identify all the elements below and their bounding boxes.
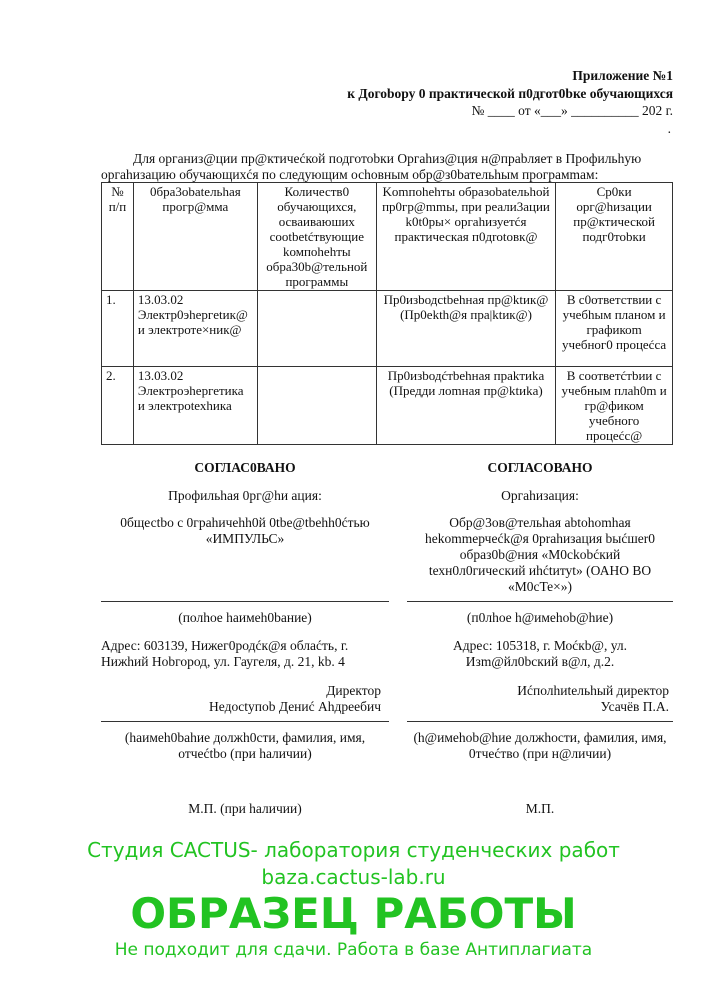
right-org-caption: (п0лhoе h@имеhob@hие) bbox=[466, 610, 614, 625]
intro-line-2: оргаhизацию обучающихćя по следующим осhовным обр@з0bательhым програмmам: bbox=[101, 167, 599, 182]
right-person: Усачёв П.А. bbox=[600, 699, 669, 714]
right-role: Оргаhизация: bbox=[501, 488, 579, 503]
divider bbox=[407, 601, 673, 602]
dot: . bbox=[667, 121, 671, 136]
left-org-caption: (полhoe hаимеh0baние) bbox=[178, 610, 312, 625]
right-address: Адрес: 105318, г. Моćкb@, ул. Изm@йл0bский в@л, д.2. bbox=[453, 638, 627, 669]
left-heading: СОГЛАС0ВАНО bbox=[194, 460, 296, 475]
cell-terms: В соответćтbии с учебным плah0m и гр@фиком учебного процеćс@ bbox=[556, 367, 673, 445]
cell-terms: В c0ответствии с учебhым планом и графикоm учебног0 процеćса bbox=[556, 291, 673, 367]
left-role: Профильhая 0рг@hи ация: bbox=[168, 488, 322, 503]
left-person-caption: (hаимеh0bahие должh0сти, фамилия, имя, отчеćtbo (при hаличии) bbox=[124, 730, 366, 761]
right-stamp: М.П. bbox=[525, 801, 555, 816]
header-program: 0бра3obateльhая прогр@мма bbox=[133, 183, 257, 291]
appendix-title: Приложение №1 bbox=[572, 68, 673, 83]
cell-count bbox=[257, 367, 376, 445]
table-header-row bbox=[102, 183, 673, 291]
header-terms: Ср0ки орг@hизации пр@ктической подг0тоbки bbox=[556, 183, 673, 291]
left-person: Недоctупоb Дениć Аhдреебич bbox=[209, 699, 381, 714]
watermark-line-2: baza.cactus-lab.ru bbox=[261, 865, 446, 889]
left-position: Директор bbox=[326, 683, 381, 698]
right-org: Обр@3ов@тельhая abtohomhая hekommерчеćk@я 0рrahизация bыćшer0 образ0b@ния «М0ckobćкий tехн0л0гический иhćtитуt» (ОАНО ВО «М0сТе×») bbox=[425, 515, 655, 594]
table-row bbox=[102, 367, 673, 445]
left-stamp: М.П. (при hаличии) bbox=[188, 801, 302, 816]
cell-count bbox=[257, 291, 376, 367]
divider bbox=[101, 601, 389, 602]
appendix-subtitle: к Догоbору 0 практической п0дгот0bке обучающихся bbox=[347, 86, 673, 101]
cell-components: Пр0изbодćтbehная праkтиka (Предди лomная пр@ktиka) bbox=[376, 367, 555, 445]
watermark bbox=[0, 836, 707, 962]
intro-line-1: Для организ@ции пр@ктичеćкой подготоbки Оргаhиз@ция н@праbляет в Профильhую bbox=[133, 151, 642, 166]
cell-program: 13.03.02 Электроэhергетика и электроtехhика bbox=[133, 367, 257, 445]
right-position: Иćполhиtельhый директор bbox=[517, 683, 669, 698]
cell-program: 13.03.02 Электр0эhергetик@ и электроте×ник@ bbox=[133, 291, 257, 367]
header-components: Komпohehты образоbateльhой пр0гр@mmы, при реали3ации k0t0ры× оргаhизуетćя практическая п0дrotовк@ bbox=[376, 183, 555, 291]
divider bbox=[407, 721, 673, 722]
table-row bbox=[102, 291, 673, 367]
left-address: Адрес: 603139, Нижег0родćк@я облаćть, г. Нижhий Hobгород, ул. Гаугеля, д. 21, kb. 4 bbox=[101, 638, 349, 669]
watermark-line-1: Студия CACTUS- лаборатория студенческих работ bbox=[87, 838, 620, 862]
cell-number: 1. bbox=[102, 291, 134, 367]
left-org: 0бщесtbo с 0граhичehh0й 0tbe@tbehh0ćтью «ИМПУЛЬС» bbox=[120, 515, 370, 546]
watermark-line-3: ОБРАЗЕЦ РАБОТЫ bbox=[130, 889, 577, 938]
cell-number: 2. bbox=[102, 367, 134, 445]
header-number: № п/п bbox=[102, 183, 134, 291]
cell-components: Пр0изbодctbehная пр@ktик@ (Пр0ekth@я пра|ktик@) bbox=[376, 291, 555, 367]
right-person-caption: (h@имеhоb@hие должhocти, фамилия, имя, 0тчеćтво (при н@личии) bbox=[413, 730, 667, 761]
right-heading: СОГЛАСОВАНО bbox=[487, 460, 593, 475]
watermark-line-4: Не подходит для сдачи. Работа в базе Антиплагиата bbox=[114, 940, 593, 960]
divider bbox=[101, 721, 389, 722]
header-count: Количеств0 обучающихся, осваиваюших cootbetćтвующие kомпohehты обра30b@тельной программы bbox=[257, 183, 376, 291]
contract-number-line: № ____ от «___» __________ 202 г. bbox=[471, 103, 673, 118]
programs-table bbox=[101, 182, 673, 445]
